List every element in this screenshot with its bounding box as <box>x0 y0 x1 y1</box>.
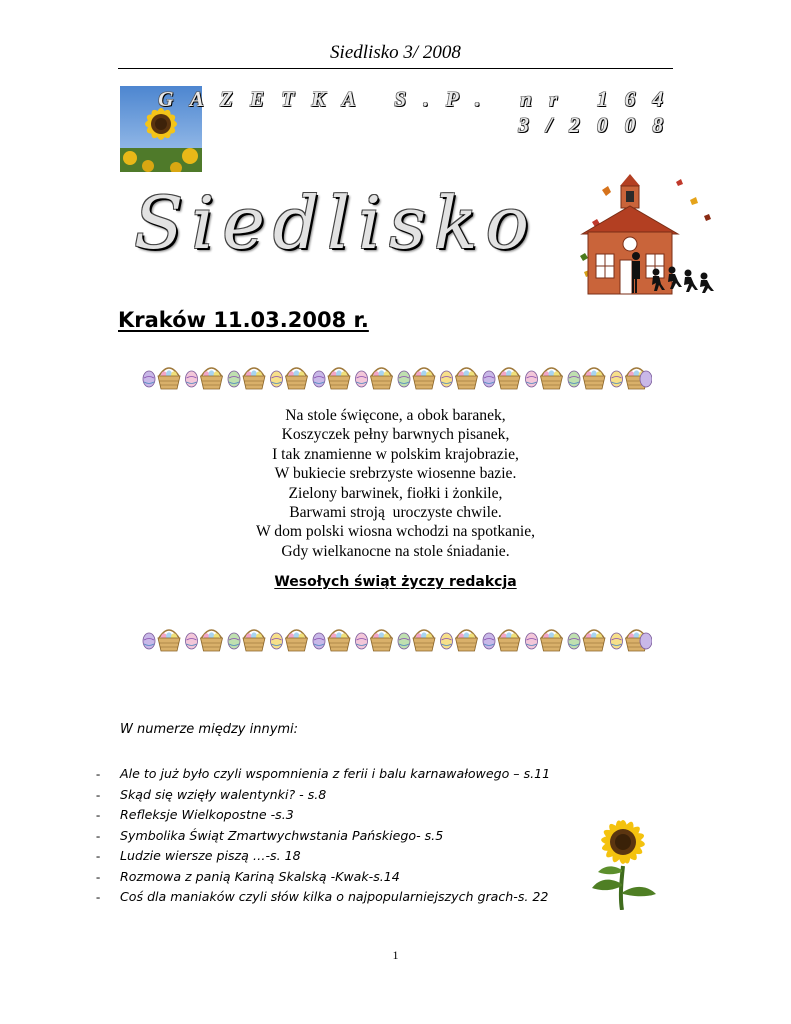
poem-line: Gdy wielkanocne na stole śniadanie. <box>281 542 510 560</box>
toc-item <box>96 805 586 826</box>
issue-label <box>158 86 669 138</box>
poem-line: W dom polski wiosna wchodzi na spotkanie, <box>255 523 536 541</box>
toc-item-text: Coś dla maniaków czyli słów kilka o najpopularniejszych grach-s. 22 <box>120 889 549 904</box>
easter-egg-icon <box>526 371 538 387</box>
easter-egg-icon <box>313 633 325 649</box>
masthead-title: Siedlisko <box>134 181 538 265</box>
easter-egg-icon <box>228 633 240 649</box>
toc-item-text: Skąd się wzięły walentynki? - s.8 <box>120 786 327 802</box>
easter-basket-icon <box>201 630 223 651</box>
running-header: Siedlisko 3/ 2008 <box>330 42 461 63</box>
easter-egg-icon <box>568 633 580 649</box>
toc-bullet: - <box>96 890 101 904</box>
easter-egg-icon <box>441 633 453 649</box>
easter-basket-icon <box>583 630 605 651</box>
easter-basket-icon <box>243 368 265 389</box>
toc-bullet: - <box>96 869 101 884</box>
easter-basket-icon <box>371 368 393 389</box>
poem-line: Zielony barwinek, fiołki i żonkile, <box>288 484 503 502</box>
easter-basket-icon <box>328 368 350 389</box>
easter-basket-icon <box>583 368 605 389</box>
toc-list <box>96 764 586 908</box>
easter-egg-icon <box>228 371 240 387</box>
easter-egg-icon <box>640 633 652 649</box>
toc-title: W numerze między innymi: <box>120 722 299 737</box>
easter-egg-icon <box>143 371 155 387</box>
issue-date: Kraków 11.03.2008 r. <box>118 308 369 332</box>
easter-basket-icon <box>456 368 478 389</box>
easter-basket-icon <box>413 368 435 389</box>
easter-basket-icon <box>158 368 180 389</box>
easter-egg-icon <box>186 371 198 387</box>
easter-egg-icon <box>526 633 538 649</box>
easter-egg-icon <box>271 371 283 387</box>
toc-item <box>96 867 586 888</box>
page-number: 1 <box>392 948 399 962</box>
toc-bullet: - <box>96 767 101 781</box>
toc-bullet: - <box>96 828 101 843</box>
toc-item <box>96 887 586 908</box>
easter-egg-icon <box>611 633 623 649</box>
easter-basket-icon <box>201 368 223 389</box>
sunflower-bottom-icon <box>584 806 662 910</box>
easter-basket-icon <box>413 630 435 651</box>
easter-egg-icon <box>398 371 410 387</box>
toc-bullet: - <box>96 787 101 802</box>
easter-basket-icon <box>498 630 520 651</box>
toc-bullet: - <box>96 849 101 863</box>
easter-basket-icon <box>541 630 563 651</box>
easter-egg-icon <box>483 633 495 649</box>
easter-basket-icon <box>243 630 265 651</box>
toc-item <box>96 764 586 785</box>
toc-bullet: - <box>96 808 101 822</box>
easter-egg-icon <box>441 371 453 387</box>
easter-poem <box>198 406 593 561</box>
easter-basket-icon <box>498 368 520 389</box>
issue-line-2: 3 / 2 0 0 8 <box>518 113 669 137</box>
school-house-icon <box>572 172 724 298</box>
toc-item-text: Ludzie wiersze piszą …-s. 18 <box>120 848 301 863</box>
easter-egg-icon <box>640 371 652 387</box>
header-rule <box>118 68 673 69</box>
easter-basket-icon <box>328 630 350 651</box>
poem-line: W bukiecie srebrzyste wiosenne bazie. <box>274 465 517 483</box>
easter-egg-icon <box>356 633 368 649</box>
easter-basket-icon <box>371 630 393 651</box>
easter-greeting: Wesołych świąt życzy redakcja <box>274 574 517 590</box>
easter-egg-icon <box>483 371 495 387</box>
poem-line: Na stole święcone, a obok baranek, <box>285 407 506 424</box>
easter-basket-icon <box>286 368 308 389</box>
easter-basket-icon <box>286 630 308 651</box>
easter-basket-icon <box>456 630 478 651</box>
toc-item-text: Symbolika Świąt Zmartwychwstania Pańskiego- s.5 <box>120 827 444 843</box>
easter-egg-icon <box>271 633 283 649</box>
easter-basket-icon <box>158 630 180 651</box>
easter-egg-icon <box>568 371 580 387</box>
easter-egg-icon <box>186 633 198 649</box>
toc-item-text: Rozmowa z panią Kariną Skalską -Kwak-s.14 <box>120 868 400 884</box>
toc-item-text: Refleksje Wielkopostne -s.3 <box>120 807 294 822</box>
easter-egg-icon <box>313 371 325 387</box>
toc-item-text: Ale to już było czyli wspomnienia z ferii i balu karnawałowego – s.11 <box>120 766 551 781</box>
easter-egg-icon <box>143 633 155 649</box>
easter-egg-icon <box>356 371 368 387</box>
toc-item <box>96 846 586 867</box>
poem-line: I tak znamienne w polskim krajobrazie, <box>272 445 519 463</box>
issue-line-1: G A Z E T K A S . P . n r 1 6 4 <box>158 87 669 111</box>
easter-basket-border-icon <box>142 622 652 654</box>
easter-basket-icon <box>541 368 563 389</box>
easter-basket-border-icon <box>142 360 652 392</box>
poem-line: Barwami stroją uroczyste chwile. <box>289 504 502 522</box>
poem-line: Koszyczek pełny barwnych pisanek, <box>281 426 510 444</box>
toc-item <box>96 826 586 847</box>
toc-item <box>96 785 586 806</box>
easter-egg-icon <box>398 633 410 649</box>
easter-egg-icon <box>611 371 623 387</box>
